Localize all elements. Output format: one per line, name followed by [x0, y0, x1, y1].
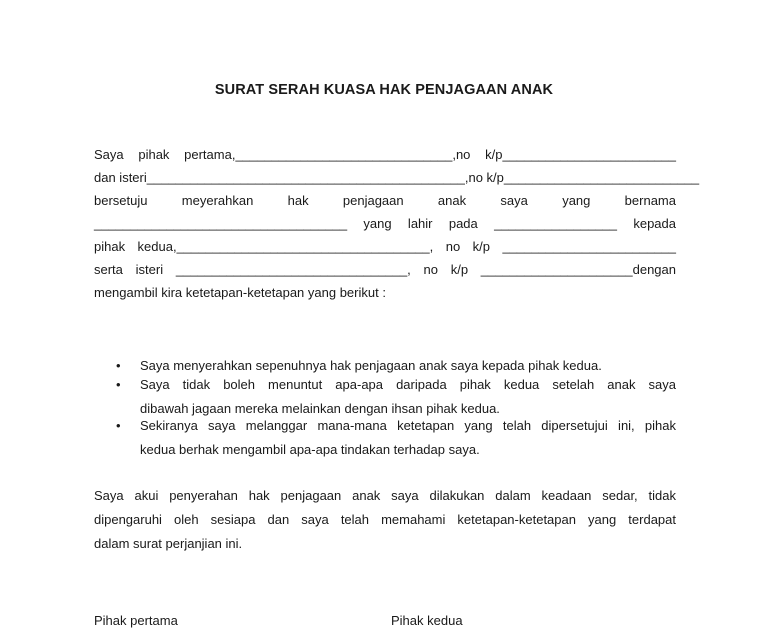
paragraph2-line: Saya akui penyerahan hak penjagaan anak saya dilakukan dalam keadaan sedar, tidak	[94, 488, 676, 503]
bullet-marker: •	[116, 358, 121, 373]
paragraph1-line: Saya pihak pertama,______________________________,no k/p________________________	[94, 147, 676, 162]
document-title: SURAT SERAH KUASA HAK PENJAGAAN ANAK	[214, 82, 554, 98]
paragraph2-line: dalam surat perjanjian ini.	[94, 536, 243, 551]
bullet-item-line: dibawah jagaan mereka melainkan dengan ihsan pihak kedua.	[140, 401, 500, 416]
signature-second-party: Pihak kedua	[391, 613, 463, 628]
paragraph1-line: serta isteri ________________________________, no k/p _____________________dengan	[94, 262, 676, 277]
bullet-item-line: Sekiranya saya melanggar mana-mana ketetapan yang telah dipersetujui ini, pihak	[140, 418, 676, 433]
bullet-item-line: kedua berhak mengambil apa-apa tindakan terhadap saya.	[140, 442, 480, 457]
paragraph1-line: mengambil kira ketetapan-ketetapan yang berikut :	[94, 285, 386, 300]
paragraph2-line: dipengaruhi oleh sesiapa dan saya telah memahami ketetapan-ketetapan yang terdapat	[94, 512, 676, 527]
bullet-item-line: Saya menyerahkan sepenuhnya hak penjagaan anak saya kepada pihak kedua.	[140, 358, 602, 373]
paragraph1-line: pihak kedua,___________________________________, no k/p ________________________	[94, 239, 676, 254]
bullet-item-line: Saya tidak boleh menuntut apa-apa daripada pihak kedua setelah anak saya	[140, 377, 676, 392]
bullet-marker: •	[116, 418, 121, 433]
paragraph1-line: ___________________________________ yang lahir pada _________________ kepada	[94, 216, 676, 231]
bullet-marker: •	[116, 377, 121, 392]
paragraph1-line: dan isteri____________________________________________,no k/p___________________________	[94, 170, 700, 185]
signature-first-party: Pihak pertama	[94, 613, 178, 628]
paragraph1-line: bersetuju meyerahkan hak penjagaan anak saya yang bernama	[94, 193, 676, 208]
